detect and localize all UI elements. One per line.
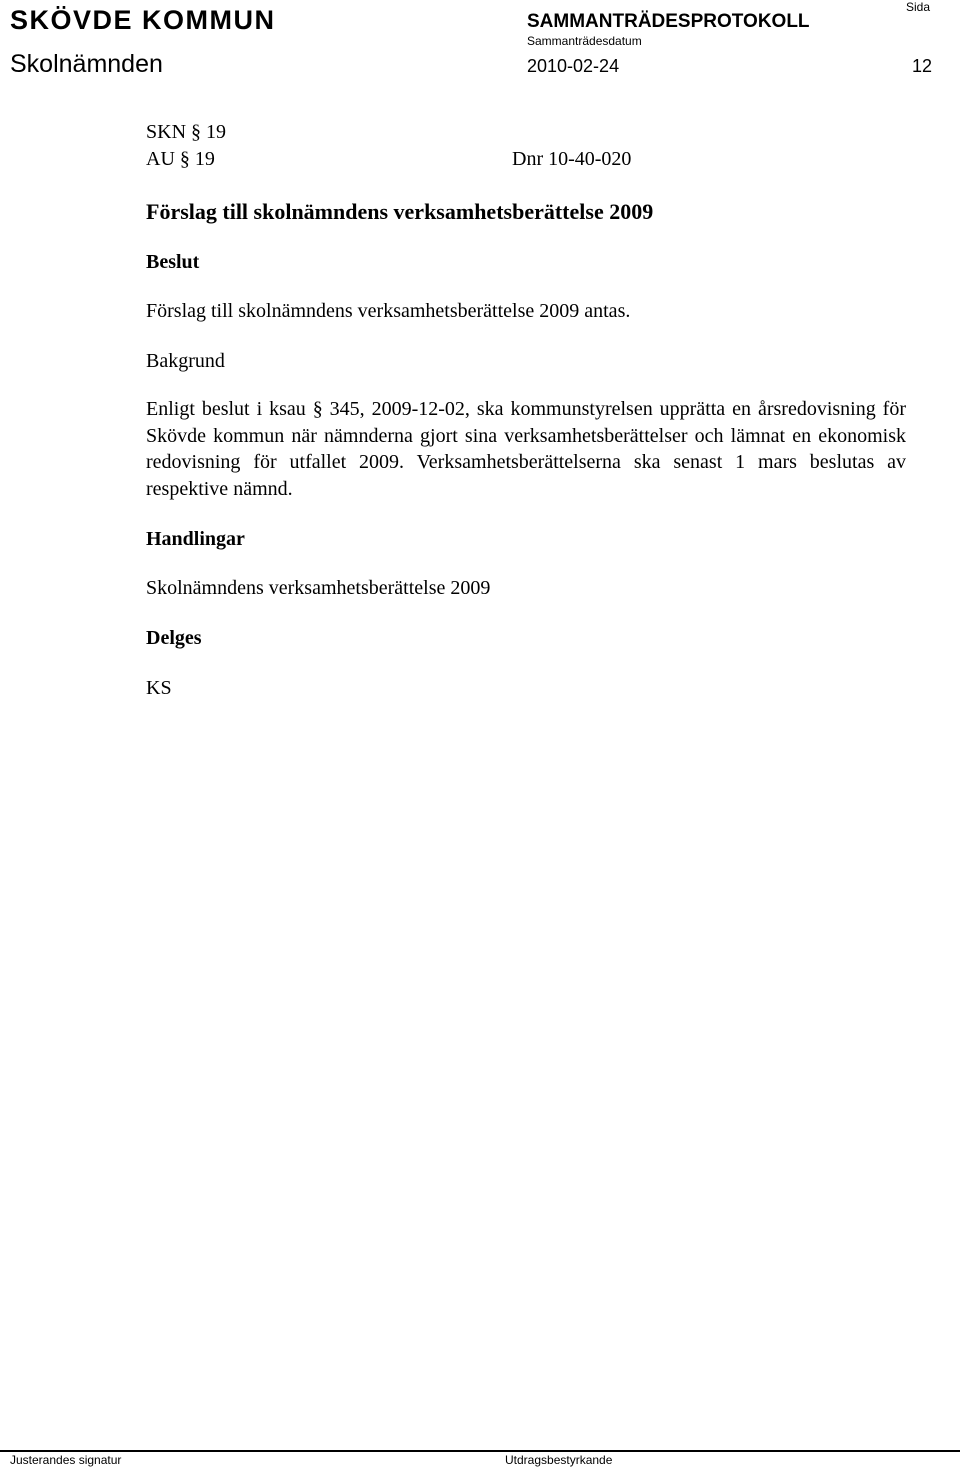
meeting-date: 2010-02-24 [527, 56, 620, 76]
footer-divider [0, 1450, 960, 1452]
au-reference: AU § 19 [146, 148, 215, 170]
handlingar-text: Skolnämndens verksamhetsberättelse 2009 [146, 577, 491, 599]
skn-reference: SKN § 19 [146, 121, 227, 143]
document-type: SAMMANTRÄDESPROTOKOLL [527, 11, 810, 32]
footer-certification-label: Utdragsbestyrkande [505, 1453, 613, 1467]
footer-signature-label: Justerandes signatur [10, 1453, 122, 1467]
beslut-text: Förslag till skolnämndens verksamhetsberättelse 2009 antas. [146, 300, 631, 322]
bakgrund-heading: Bakgrund [146, 350, 225, 372]
bakgrund-paragraph: Enligt beslut i ksau § 345, 2009-12-02, ska kommunstyrelsen upprätta en årsredovisning för Skövde kommun när nämnderna gjort sina verksamhetsberättelser och lämnat en ekonomisk redovisning för utfallet 2009. Verksamhetsberättelserna ska senast 1 mars beslutas av respektive nämnd. [146, 398, 906, 500]
committee-name: Skolnämnden [10, 50, 163, 78]
delges-text: KS [146, 677, 172, 699]
meeting-date-label: Sammanträdesdatum [527, 34, 642, 48]
page-label: Sida [905, 0, 930, 14]
item-title: Förslag till skolnämndens verksamhetsberättelse 2009 [146, 199, 654, 224]
handlingar-heading: Handlingar [146, 528, 245, 550]
diary-number: Dnr 10-40-020 [512, 148, 632, 170]
delges-heading: Delges [146, 627, 202, 649]
municipality-logo: SKÖVDE KOMMUN [10, 5, 276, 35]
beslut-heading: Beslut [146, 251, 200, 273]
page-number: 12 [911, 56, 932, 76]
